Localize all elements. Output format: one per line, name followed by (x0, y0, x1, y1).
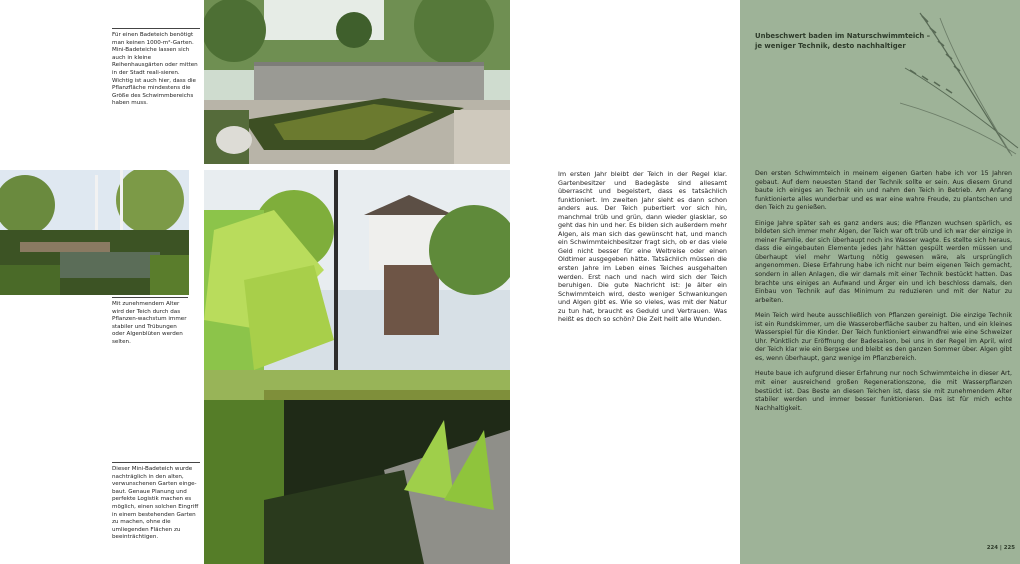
grass-illustration (900, 8, 1020, 158)
photo-top (204, 0, 510, 164)
box-paragraph-3: Mein Teich wird heute ausschließlich von Pflanzen gereinigt. Die einzige Technik ist ein Rundskimmer, um die Wasseroberfläche sauber zu halten, und ein kleines Wasserspiel für die Kinder. Der Teich funktioniert einwandfrei wie eine Schweizer Uhr. Pünktlich zur Eröffnung der Badesaison, bei uns in der Regel im April, wird der Teich klar wie ein Bergsee und bleibt es den ganzen Sommer über. Algen gibt es, wenn überhaupt, ganz wenige im Pflanzbereich. (755, 312, 1012, 362)
caption-middle: Mit zunehmendem Alter wird der Teich durch das Pflanzen-wachstum immer stabiler und Trübungen oder Algenblüten werden selten. (112, 297, 188, 347)
box-heading-line1: Unbeschwert baden im Naturschwimmteich – (755, 32, 931, 40)
green-box (740, 0, 1020, 564)
caption-bottom: Dieser Mini-Badeteich wurde nachträglich in den alten, verwunschenen Garten einge-baut. Genaue Planung und perfekte Logistik machen es möglich, einen solchen Eingriff in einem bestehenden Garten zu machen, ohne die umliegenden Flächen zu beeinträchtigen. (112, 462, 200, 542)
caption-top: Für einen Badeteich benötigt man keinen 1000-m²-Garten. Mini-Badeteiche lassen sich auch in kleine Reihenhausgärten oder mitten in der Stadt reali-sieren. Wichtig ist auch hier, dass die Pflanzfläche mindestens die Größe des Schwimmbereichs haben muss. (112, 28, 200, 108)
page-numbers: 224 | 225 (986, 545, 1015, 551)
box-paragraph-1: Den ersten Schwimmteich in meinem eigenen Garten habe ich vor 15 Jahren gebaut. Auf dem neuesten Stand der Technik sollte er sein. Aus diesem Grund baute ich einiges an Technik ein und nahm den Teich in Betrieb. Am Anfang funktionierte alles wunderbar und es war eine wahre Freude, zu plantschen und den Teich zu genießen. (755, 170, 1012, 212)
photo-left (0, 170, 189, 295)
box-text (755, 170, 1012, 420)
photo-big (204, 170, 510, 564)
body-column: Im ersten Jahr bleibt der Teich in der Regel klar. Gartenbesitzer und Badegäste sind allesamt überrascht und begeistert, dass es tatsächlich funktioniert. Im zweiten Jahr sieht es dann schon anders aus. Der Teich pubertiert vor sich hin, manchmal trüb und grün, dann wieder glasklar, so geht das hin und her. Es bilden sich außerdem mehr Algen, als man sich das gewünscht hat, und manch ein Schwimmteichbesitzer fragt sich, ob er das viele Geld nicht besser für eine Weltreise oder einen Oldtimer ausgegeben hätte. Tatsächlich müssen die ersten Jahre im Leben eines Teiches ausgehalten werden. Erst nach und nach wird sich der Teich beruhigen. Die gute Nachricht ist: Je älter ein Schwimmteich wird, desto weniger Schwankungen und Algen gibt es. Wie so vieles, was mit der Natur zu tun hat, braucht es Geduld und Vertrauen. Was heißt es doch so schön? Die Zeit heilt alle Wunden. (558, 170, 727, 324)
box-heading (755, 32, 935, 51)
box-heading-line2: je weniger Technik, desto nachhaltiger (755, 41, 906, 50)
box-paragraph-2: Einige Jahre später sah es ganz anders aus; die Pflanzen wuchsen spärlich, es bildeten sich immer mehr Algen, der Teich war oft trüb und ich war der einzige in meiner Familie, der sich überhaupt noch ins Wasser wagte. Es stellte sich heraus, dass die eingebauten Elemente jedes Jahr hätten gespült werden müssen und überhaupt viel mehr Wartung nötig gewesen wäre, als ursprünglich angenommen. Diese Erfahrung habe ich nicht nur beim eigenen Teich gemacht, sondern in allen Anlagen, die wir damals mit einer Technik bestückt hatten. Das brachte uns einiges an Aufwand und Ärger ein und ich beschloss damals, den Einbau von Technik auf das Minimum zu reduzieren und mit der Natur zu arbeiten. (755, 219, 1012, 304)
box-paragraph-4: Heute baue ich aufgrund dieser Erfahrung nur noch Schwimmteiche in dieser Art, mit einer ausreichend großen Regenerationszone, die mit Wasserpflanzen bestückt ist. Das Beste an diesen Teichen ist, dass sie mit zunehmendem Alter stabiler werden und immer besser funktionieren. Das ist für mich echte Nachhaltigkeit. (755, 370, 1012, 412)
